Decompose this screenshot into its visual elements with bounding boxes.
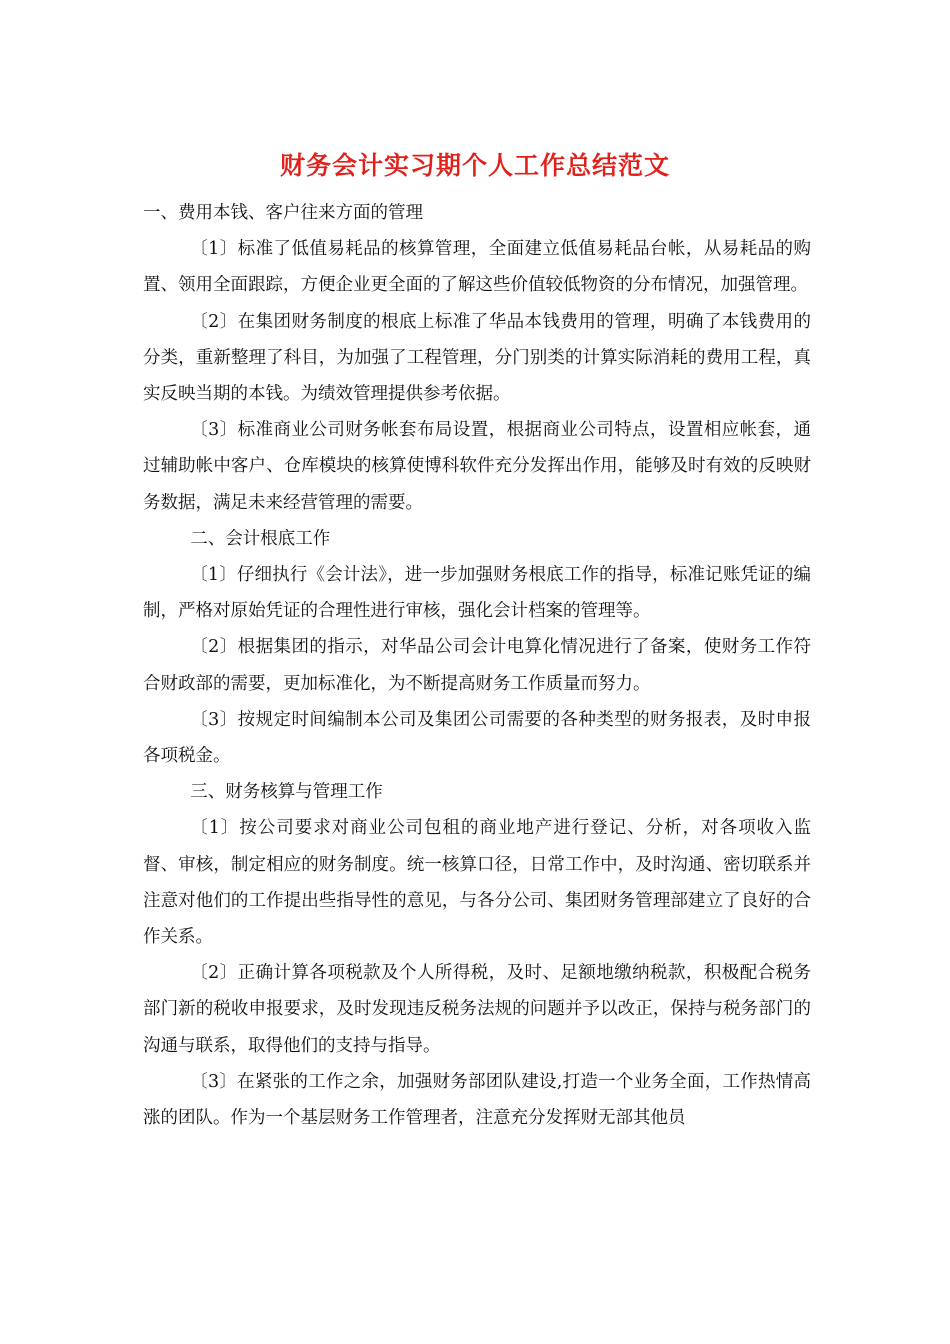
section-2-item-1: 〔1〕仔细执行《会计法》，进一步加强财务根底工作的指导，标准记账凭证的编制，严格对原始凭证的合理性进行审核，强化会计档案的管理等。	[143, 565, 811, 622]
document-body	[143, 195, 811, 1136]
section-3-item-2: 〔2〕正确计算各项税款及个人所得税，及时、足额地缴纳税款，积极配合税务部门新的税收申报要求，及时发现违反税务法规的问题并予以改正，保持与税务部门的沟通与联系，取得他们的支持与指导。	[143, 963, 811, 1056]
section-3-item-1: 〔1〕按公司要求对商业公司包租的商业地产进行登记、分析，对各项收入监督、审核，制定相应的财务制度。统一核算口径，日常工作中，及时沟通、密切联系并注意对他们的工作提出些指导性的意见，与各分公司、集团财务管理部建立了良好的合作关系。	[143, 818, 811, 948]
section-1-item-1: 〔1〕标准了低值易耗品的核算管理，全面建立低值易耗品台帐，从易耗品的购置、领用全面跟踪，方便企业更全面的了解这些价值较低物资的分布情况，加强管理。	[143, 239, 811, 296]
section-1-heading: 一、费用本钱、客户往来方面的管理	[143, 203, 423, 223]
section-3-heading: 三、财务核算与管理工作	[190, 782, 383, 803]
section-3-item-3: 〔3〕在紧张的工作之余，加强财务部团队建设,打造一个业务全面，工作热情高涨的团队。作为一个基层财务工作管理者，注意充分发挥财无部其他员	[143, 1071, 811, 1129]
section-1-item-3: 〔3〕标准商业公司财务帐套布局设置，根据商业公司特点，设置相应帐套，通过辅助帐中客户、仓库模块的核算使博科软件充分发挥出作用，能够及时有效的反映财务数据，满足未来经营管理的需要。	[143, 420, 811, 513]
section-2-item-2: 〔2〕根据集团的指示，对华品公司会计电算化情况进行了备案，使财务工作符合财政部的需要，更加标准化，为不断提高财务工作质量而努力。	[143, 637, 811, 694]
document-title: 财务会计实习期个人工作总结范文	[279, 151, 670, 180]
section-1-item-2: 〔2〕在集团财务制度的根底上标准了华品本钱费用的管理，明确了本钱费用的分类，重新整理了科目，为加强了工程管理，分门别类的计算实际消耗的费用工程，真实反映当期的本钱。为绩效管理提供参考依据。	[143, 311, 811, 405]
section-2-item-3: 〔3〕按规定时间编制本公司及集团公司需要的各种类型的财务报表，及时申报各项税金。	[143, 709, 811, 767]
section-2-heading: 二、会计根底工作	[190, 528, 331, 549]
